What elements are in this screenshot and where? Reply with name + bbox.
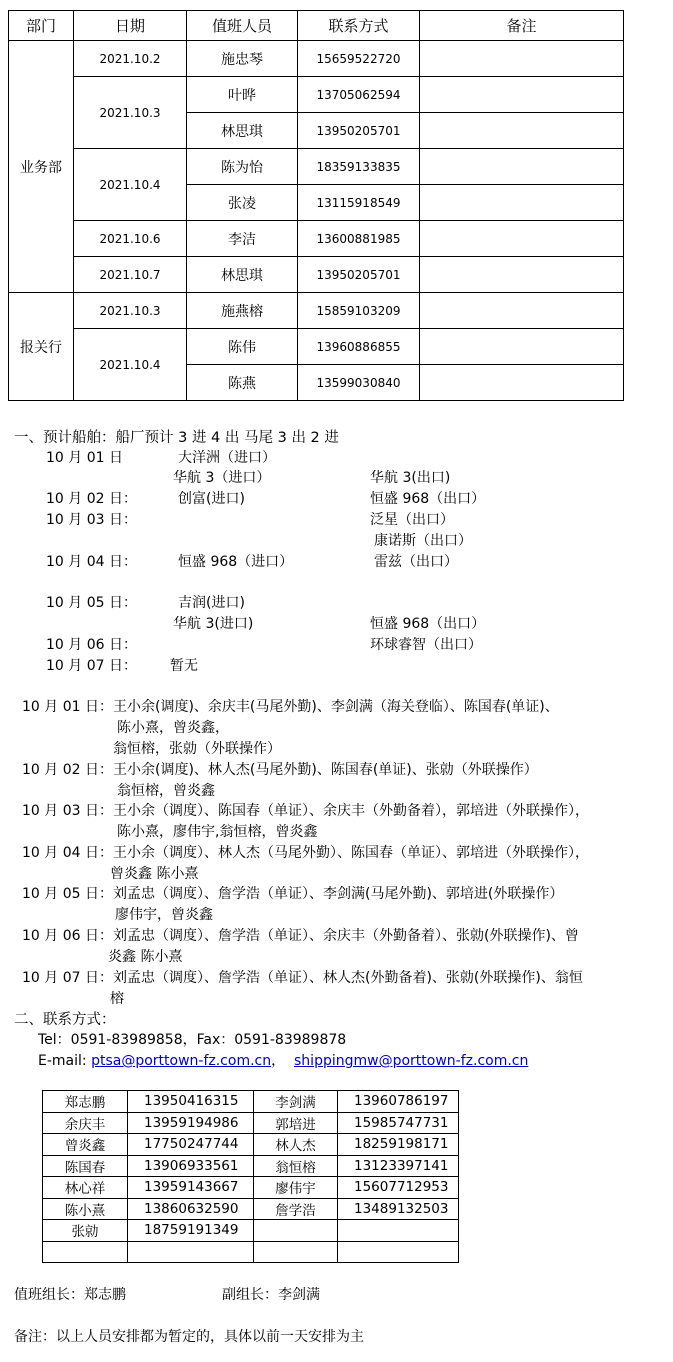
schedule-line: 10 月 07 日：刘孟忠（调度）、詹学浩（单证）、林人杰(外勤备着)、张勍(外联操作)、翁恒 [22,970,583,986]
staff-cell: 林思琪 [187,113,298,149]
phone-cell: 13600881985 [298,221,420,257]
schedule-line: 10 月 02 日：王小余(调度)、林人杰(马尾外勤)、陈国春(单证)、张勍（外联操作） [22,762,538,778]
staff-cell: 施忠琴 [187,41,298,77]
contact-name: 詹学浩 [254,1198,338,1220]
phone-cell: 18359133835 [298,149,420,185]
table-row [43,1198,459,1220]
ship-export: 康诺斯（出口） [374,533,472,549]
contact-phone: 18759191349 [128,1220,254,1242]
staff-cell: 陈为怡 [187,149,298,185]
ships-heading: 一、预计船舶：船厂预计 3 进 4 出 马尾 3 出 2 进 [14,430,339,446]
schedule-line: 曾炎鑫 陈小熹 [110,866,199,882]
schedule-line: 10 月 05 日：刘孟忠（调度）、詹学浩（单证）、李剑满(马尾外勤)、郭培进(外联操作） [22,886,564,902]
ship-import: 创富(进口) [178,491,245,507]
phone-cell: 13115918549 [298,185,420,221]
duty-table-header [9,11,624,41]
table-row [9,41,624,77]
dept-cell: 业务部 [9,41,74,293]
phone-cell: 15859103209 [298,293,420,329]
contact-name: 林人杰 [254,1134,338,1156]
schedule-line: 10 月 06 日：刘孟忠（调度）、詹学浩（单证）、余庆丰（外勤备着）、张勍(外联操作)、曾 [22,928,579,944]
staff-cell: 陈燕 [187,365,298,401]
table-row [43,1177,459,1199]
contact-phone [338,1220,459,1242]
dept-cell: 报关行 [9,293,74,401]
schedule-line: 炎鑫 陈小熹 [108,949,183,965]
empty-cell [128,1241,254,1263]
schedule-line: 翁恒榕，曾炎鑫 [117,783,215,799]
email-link-ptsa[interactable]: ptsa@porttown-fz.com.cn [91,1053,272,1069]
staff-cell: 李洁 [187,221,298,257]
staff-cell: 叶晔 [187,77,298,113]
contact-name: 张勍 [43,1220,128,1242]
table-row [9,77,624,113]
duty-table [8,10,624,401]
ship-export: 环球睿智（出口） [370,637,482,653]
contact-phone: 13959194986 [128,1112,254,1134]
remark-cell [420,221,624,257]
table-row [9,329,624,365]
schedule-line: 10 月 04 日：王小余（调度）、林人杰（马尾外勤）、陈国春（单证）、郭培进（外联操作）， [22,845,589,861]
ship-import: 吉润(进口) [178,595,245,611]
date-cell: 2021.10.6 [74,221,187,257]
table-row [9,221,624,257]
schedule-line: 榕 [110,991,124,1007]
ship-date: 10 月 01 日 [46,450,123,466]
contact-name [254,1220,338,1242]
ship-import: 暂无 [170,658,198,674]
contact-name: 翁恒榕 [254,1155,338,1177]
deputy-leader: 副组长：李剑满 [222,1287,320,1303]
contact-name: 林心祥 [43,1177,128,1199]
ship-export: 华航 3(出口) [370,470,451,486]
schedule-line: 陈小熹，曾炎鑫， [117,720,229,736]
staff-cell: 张凌 [187,185,298,221]
table-row [43,1241,459,1263]
date-cell: 2021.10.4 [74,329,187,401]
remark-cell [420,77,624,113]
contact-name: 曾炎鑫 [43,1134,128,1156]
contact-phone: 17750247744 [128,1134,254,1156]
contact-phone: 15985747731 [338,1112,459,1134]
phone-cell: 15659522720 [298,41,420,77]
phone-cell: 13705062594 [298,77,420,113]
ship-date: 10 月 06 日： [46,637,137,653]
remark-cell [420,113,624,149]
contact-name: 陈国春 [43,1155,128,1177]
table-row [43,1134,459,1156]
phone-cell: 13960886855 [298,329,420,365]
contact-phone: 13960786197 [338,1091,459,1113]
header-date: 日期 [74,11,187,41]
empty-cell [338,1241,459,1263]
contact-name: 郑志鹏 [43,1091,128,1113]
contact-phone: 18259198171 [338,1134,459,1156]
ship-export: 恒盛 968（出口） [370,491,486,507]
contact-phone: 13860632590 [128,1198,254,1220]
email-link-shippingmw[interactable]: shippingmw@porttown-fz.com.cn [294,1053,529,1069]
remark-cell [420,365,624,401]
contact-name: 郭培进 [254,1112,338,1134]
ship-import: 华航 3(进口) [173,616,254,632]
contact-phone: 13123397141 [338,1155,459,1177]
schedule-line: 廖伟宇，曾炎鑫 [115,907,213,923]
ship-import: 恒盛 968（进口） [178,554,294,570]
remark-cell [420,293,624,329]
table-row [9,293,624,329]
remark-note: 备注：以上人员安排都为暂定的，具体以前一天安排为主 [14,1329,364,1345]
header-contact: 联系方式 [298,11,420,41]
table-row [9,257,624,293]
date-cell: 2021.10.3 [74,77,187,149]
schedule-line: 陈小熹，廖伟宇,翁恒榕，曾炎鑫 [117,824,318,840]
table-row [43,1220,459,1242]
ship-date: 10 月 02 日： [46,491,137,507]
remark-cell [420,257,624,293]
ship-import: 大洋洲（进口） [178,450,276,466]
ship-date: 10 月 03 日： [46,512,137,528]
phone-cell: 13950205701 [298,113,420,149]
contact-phone: 15607712953 [338,1177,459,1199]
duty-leader: 值班组长：郑志鹏 [14,1287,126,1303]
table-row [43,1155,459,1177]
table-row [43,1091,459,1113]
ship-export: 泛星（出口） [370,512,454,528]
contact-name: 余庆丰 [43,1112,128,1134]
phone-cell: 13950205701 [298,257,420,293]
contact-name: 陈小熹 [43,1198,128,1220]
date-cell: 2021.10.4 [74,149,187,221]
remark-cell [420,41,624,77]
empty-cell [254,1241,338,1263]
phone-cell: 13599030840 [298,365,420,401]
empty-cell [43,1241,128,1263]
schedule-line: 10 月 03 日：王小余（调度）、陈国春（单证）、余庆丰（外勤备着），郭培进（外联操作）， [22,803,589,819]
staff-cell: 林思琪 [187,257,298,293]
schedule-line: 翁恒榕，张勍（外联操作） [113,741,281,757]
email-label: E-mail: [38,1053,87,1069]
contact-heading: 二、联系方式： [14,1012,116,1028]
ship-date: 10 月 05 日： [46,595,137,611]
contact-phone: 13959143667 [128,1177,254,1199]
remark-cell [420,185,624,221]
ship-date: 10 月 04 日： [46,554,137,570]
remark-cell [420,329,624,365]
contact-phone: 13489132503 [338,1198,459,1220]
contact-phone: 13906933561 [128,1155,254,1177]
header-remark: 备注 [420,11,624,41]
staff-cell: 陈伟 [187,329,298,365]
remark-cell [420,149,624,185]
email-line [38,1050,528,1070]
date-cell: 2021.10.3 [74,293,187,329]
date-cell: 2021.10.2 [74,41,187,77]
ship-import: 华航 3（进口） [173,470,271,486]
contact-name: 廖伟宇 [254,1177,338,1199]
staff-cell: 施燕榕 [187,293,298,329]
date-cell: 2021.10.7 [74,257,187,293]
header-staff: 值班人员 [187,11,298,41]
table-row [43,1112,459,1134]
contacts-table [42,1090,459,1263]
ship-export: 恒盛 968（出口） [370,616,486,632]
email-separator: ， [271,1053,286,1069]
header-dept: 部门 [9,11,74,41]
ship-export: 雷兹（出口） [374,554,458,570]
ship-date: 10 月 07 日： [46,658,137,674]
schedule-line: 10 月 01 日：王小余(调度)、余庆丰(马尾外勤)、李剑满（海关登临）、陈国春(单证)、 [22,699,559,715]
table-row [9,149,624,185]
tel-fax: Tel：0591-83989858，Fax：0591-83989878 [38,1032,347,1048]
contact-name: 李剑满 [254,1091,338,1113]
contact-phone: 13950416315 [128,1091,254,1113]
